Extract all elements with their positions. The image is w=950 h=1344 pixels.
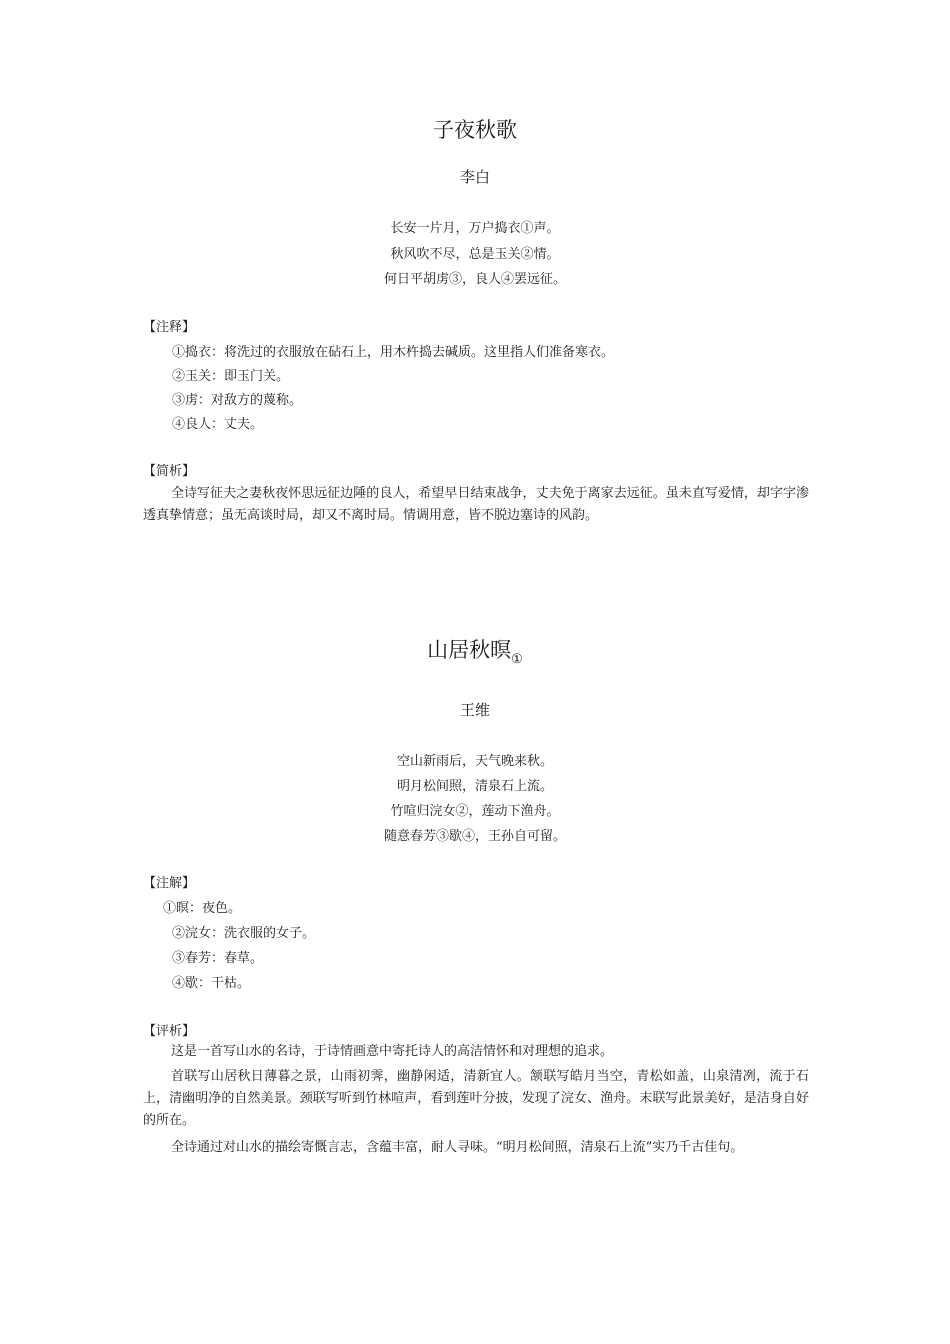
poem1-note-2: ②玉关：即玉门关。 [172,369,290,384]
poem1-title: 子夜秋歌 [433,118,517,142]
poem1-analysis: 全诗写征夫之妻秋夜怀思远征边陲的良人，希望早日结束战争，丈夫免于离家去远征。虽未直写爱情，却字字渗透真挚情意；虽无高谈时局，却又不离时局。情调用意，皆不脱边塞诗的风韵。 [143,486,809,523]
poem2-note-3: ③春芳：春草。 [172,951,264,966]
poem2-title-mark: ① [511,652,523,667]
poem2-analysis-para-3: 全诗通过对山水的描绘寄慨言志，含蕴丰富，耐人寻味。“明月松间照，清泉石上流”实乃千古佳句。 [171,1140,744,1155]
poem1-author: 李白 [459,168,490,186]
poem2-line-2: 明月松间照，清泉石上流。 [396,779,553,794]
poem2-line-1: 空山新雨后，天气晚来秋。 [396,754,553,769]
poem2-note-2: ②浣女：洗衣服的女子。 [172,926,316,941]
poem1-note-1: ①捣衣：将洗过的衣服放在砧石上，用木杵捣去碱质。这里指人们准备寒衣。 [172,345,615,360]
poem1-line-3: 何日平胡虏③，良人④罢远征。 [383,272,566,287]
poem2-title-wrap [0,634,950,667]
poem1-notes-heading: 【注释】 [143,320,196,335]
poem2-notes-heading: 【注解】 [143,876,196,891]
poem2-analysis-heading: 【评析】 [143,1024,196,1039]
poem2-analysis-para-2: 首联写山居秋日薄暮之景，山雨初霁，幽静闲适，清新宜人。颔联写皓月当空，青松如盖，山泉清冽，流于石上，清幽明净的自然美景。颈联写听到竹林喧声，看到莲叶分披，发现了浣女、渔舟。末联写此景美好，是洁身自好的所在。 [143,1069,809,1128]
poem2-note-4: ④歇：干枯。 [172,976,251,991]
poem1-note-3: ③虏：对敌方的蔑称。 [172,393,303,408]
poem1-analysis-heading: 【简析】 [143,464,196,479]
poem1-line-2: 秋风吹不尽，总是玉关②情。 [390,247,560,262]
poem2-title: 山居秋暝 [427,638,512,662]
poem2-note-1: ①暝：夜色。 [163,901,242,916]
poem2-line-3: 竹喧归浣女②，莲动下渔舟。 [390,804,560,819]
poem1-line-1: 长安一片月，万户捣衣①声。 [390,221,560,236]
poem2-author: 王维 [459,701,490,719]
poem1-note-4: ④良人：丈夫。 [172,417,264,432]
poem2-analysis-para-1: 这是一首写山水的名诗，于诗情画意中寄托诗人的高洁情怀和对理想的追求。 [171,1044,614,1059]
poem2-line-4: 随意春芳③歇④，王孙自可留。 [383,829,566,844]
